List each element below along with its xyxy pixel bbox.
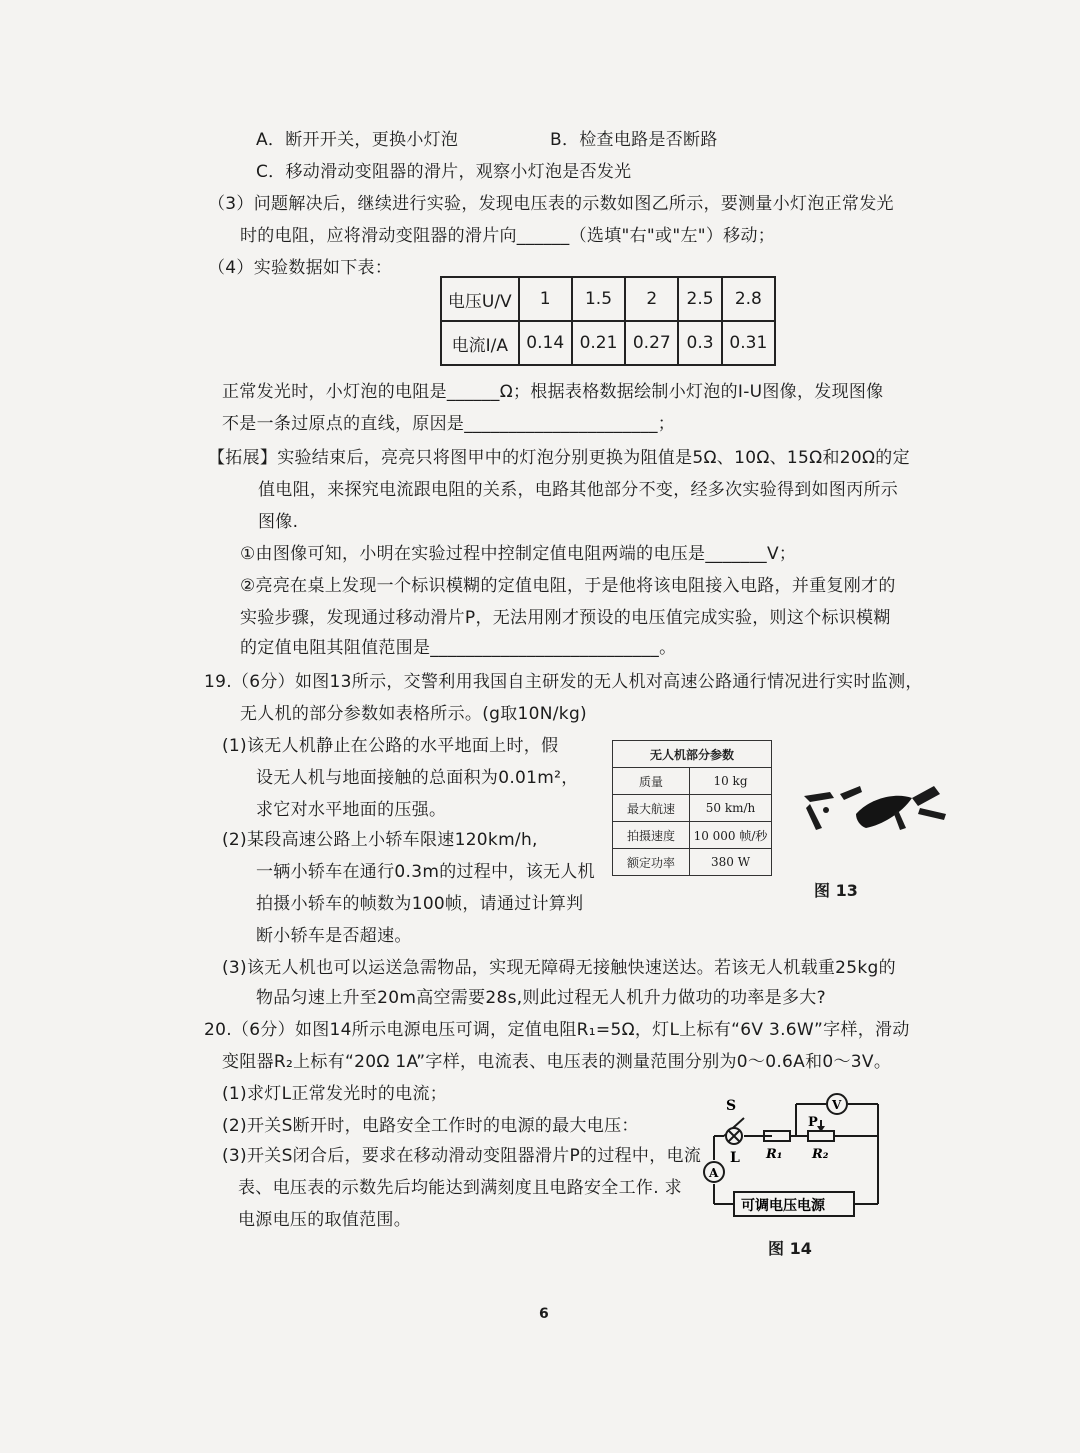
q20-part3-line-2: 表、电压表的示数先后均能达到满刻度且电路安全工作. 求 <box>238 1178 682 1198</box>
q19-part2-line-2: 一辆小轿车在通行0.3m的过程中，该无人机 <box>256 862 595 882</box>
q20-line-2: 变阻器R₂上标有“20Ω 1A”字样，电流表、电压表的测量范围分别为0～0.6A和0～3V。 <box>222 1052 892 1072</box>
q19-part2-line-3: 拍摄小轿车的帧数为100帧，请通过计算判 <box>256 894 584 914</box>
r1-label: R₁ <box>766 1147 783 1162</box>
ammeter-label: A <box>709 1166 719 1180</box>
q4-line-1: （4）实验数据如下表： <box>208 258 393 278</box>
extension-question-2-line-3: 的定值电阻其阻值范围是__________________________。 <box>240 638 677 658</box>
q19-part3-line-1: (3)该无人机也可以运送急需物品，实现无障碍无接触快速送达。若该无人机载重25kg的 <box>222 958 896 978</box>
table-cell: 10 000 帧/秒 <box>690 822 772 849</box>
power-source-label: 可调电压电源 <box>741 1198 825 1214</box>
table-cell: 2.8 <box>722 277 775 321</box>
q20-part3-line-3: 电源电压的取值范围。 <box>238 1210 411 1230</box>
q19-part2-line-1: (2)某段高速公路上小轿车限速120km/h, <box>222 830 538 850</box>
table-cell: 电流I/A <box>441 321 519 365</box>
q20-part2: (2)开关S断开时，电路安全工作时的电源的最大电压： <box>222 1116 639 1136</box>
extension-line-1: 【拓展】实验结束后，亮亮只将图甲中的灯泡分别更换为阻值是5Ω、10Ω、15Ω和20Ω的定 <box>208 448 910 468</box>
voltmeter-label: V <box>832 1098 842 1112</box>
q20-part3-line-1: (3)开关S闭合后，要求在移动滑动变阻器滑片P的过程中，电流 <box>222 1146 702 1166</box>
table-cell: 拍摄速度 <box>613 822 690 849</box>
q20-part1: (1)求灯L正常发光时的电流； <box>222 1084 448 1104</box>
q2-option-a: A．断开开关，更换小灯泡 <box>256 130 459 150</box>
figure-13-caption: 图 13 <box>814 881 858 900</box>
table-cell: 额定功率 <box>613 849 690 876</box>
circuit-diagram <box>700 1092 890 1222</box>
q19-part1-line-1: (1)该无人机静止在公路的水平地面上时，假 <box>222 736 559 756</box>
q19-part2-line-4: 断小轿车是否超速。 <box>256 926 412 946</box>
q19-line-1: 19.（6分）如图13所示，交警利用我国自主研发的无人机对高速公路通行情况进行实时监测， <box>204 672 923 692</box>
current-row <box>441 321 775 365</box>
voltage-row <box>441 277 775 321</box>
table-cell: 50 km/h <box>690 795 772 822</box>
lamp-label: L <box>730 1150 740 1166</box>
table-cell: 最大航速 <box>613 795 690 822</box>
q3-line-1: （3）问题解决后，继续进行实验，发现电压表的示数如图乙所示，要测量小灯泡正常发光 <box>208 194 894 214</box>
resistor-r2 <box>808 1131 834 1141</box>
q19-part1-line-2: 设无人机与地面接触的总面积为0.01m²， <box>256 768 579 788</box>
table-cell: 10 kg <box>690 768 772 795</box>
extension-line-3: 图像. <box>258 512 299 532</box>
table-cell: 2 <box>625 277 678 321</box>
table-cell: 电压U/V <box>441 277 519 321</box>
extension-question-2-line-1: ②亮亮在桌上发现一个标识模糊的定值电阻，于是他将该电阻接入电路，并重复刚才的 <box>240 576 896 596</box>
q20-line-1: 20.（6分）如图14所示电源电压可调，定值电阻R₁=5Ω，灯L上标有“6V 3.6W”字样，滑动 <box>204 1020 910 1040</box>
q19-line-2: 无人机的部分参数如表格所示。(g取10N/kg) <box>240 704 587 724</box>
table-cell: 2.5 <box>678 277 721 321</box>
page-number: 6 <box>539 1306 549 1322</box>
drone-table-title: 无人机部分参数 <box>613 741 772 768</box>
table-cell: 0.14 <box>519 321 572 365</box>
table-cell: 1.5 <box>572 277 625 321</box>
after-table-line-1: 正常发光时，小灯泡的电阻是______Ω；根据表格数据绘制小灯泡的I-U图像，发现图像 <box>222 382 884 402</box>
r2-label: R₂ <box>812 1147 829 1162</box>
table-cell: 1 <box>519 277 572 321</box>
extension-question-2-line-2: 实验步骤，发现通过移动滑片P，无法用刚才预设的电压值完成实验，则这个标识模糊 <box>240 608 891 628</box>
table-cell: 质量 <box>613 768 690 795</box>
figure-14-caption: 图 14 <box>768 1239 812 1258</box>
q19-part3-line-2: 物品匀速上升至20m高空需要28s,则此过程无人机升力做功的功率是多大? <box>256 988 826 1008</box>
experiment-data-table <box>440 276 776 366</box>
after-table-line-2: 不是一条过原点的直线，原因是______________________； <box>222 414 676 434</box>
q2-option-b: B．检查电路是否断路 <box>550 130 718 150</box>
extension-line-2: 值电阻，来探究电流跟电阻的关系，电路其他部分不变，经多次实验得到如图丙所示 <box>258 480 899 500</box>
table-cell: 0.31 <box>722 321 775 365</box>
table-cell: 380 W <box>690 849 772 876</box>
extension-question-1: ①由图像可知，小明在实验过程中控制定值电阻两端的电压是_______V； <box>240 544 797 564</box>
q2-option-c: C．移动滑动变阻器的滑片，观察小灯泡是否发光 <box>256 162 632 182</box>
table-cell: 0.27 <box>625 321 678 365</box>
switch-label: S <box>726 1098 737 1114</box>
drone-parameter-table <box>612 740 772 876</box>
drone-illustration <box>800 780 950 840</box>
table-cell: 0.21 <box>572 321 625 365</box>
table-cell: 0.3 <box>678 321 721 365</box>
q19-part1-line-3: 求它对水平地面的压强。 <box>256 800 447 820</box>
slider-label: P <box>808 1115 818 1130</box>
q3-line-2: 时的电阻，应将滑动变阻器的滑片向______（选填"右"或"左"）移动； <box>240 226 776 246</box>
